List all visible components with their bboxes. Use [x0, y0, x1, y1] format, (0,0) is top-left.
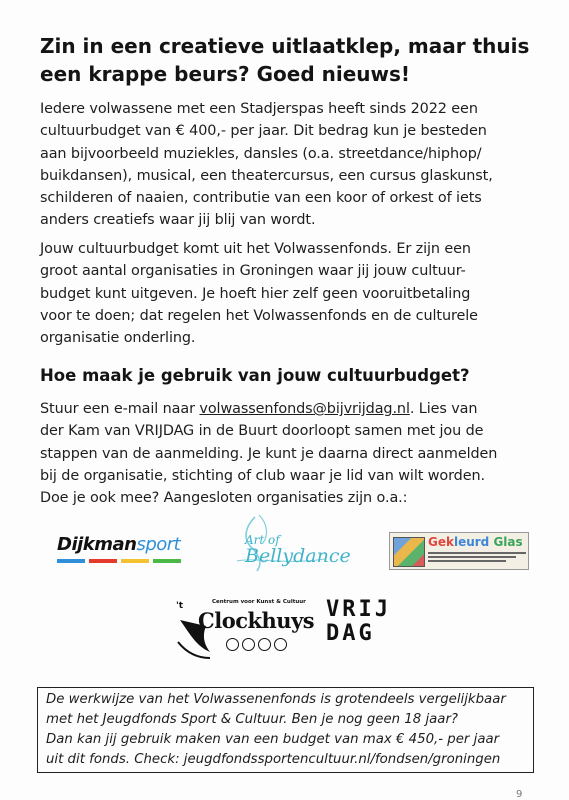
fund-line: voor te doen; dat regelen het Volwassenfonds en de culturele — [40, 307, 478, 324]
sport-text: sport — [136, 534, 181, 555]
info-line: Dan kan jij gebruik maken van een budget van max € 450,- per jaar — [46, 732, 500, 747]
color-bar — [89, 559, 117, 563]
art-of-bellydance-logo — [215, 513, 351, 573]
dijkmansport-logo — [57, 534, 189, 570]
heading-line: een krappe beurs? Goed nieuws! — [40, 62, 410, 86]
intro-line: aan bijvoorbeeld muziekles, dansles (o.a. streetdance/hiphop/ — [40, 145, 482, 162]
heading-line: Zin in een creatieve uitlaatklep, maar thuis — [40, 34, 530, 58]
howto-paragraph — [40, 398, 550, 509]
info-line: De werkwijze van het Volwassenenfonds is grotendeels vergelijkbaar — [46, 692, 506, 707]
info-box — [37, 687, 534, 773]
intro-line: buikdansen), musical, een theatercursus, een cursus glaskunst, — [40, 167, 493, 184]
fund-line: Jouw cultuurbudget komt uit het Volwassenfonds. Er zijn een — [40, 241, 471, 257]
howto-line — [40, 398, 550, 420]
vrijdag-logo — [326, 597, 391, 652]
clockhuys-subtitle: Centrum voor Kunst & Cultuur — [212, 599, 306, 605]
fine-print-line — [428, 556, 516, 558]
fine-print-line — [428, 552, 526, 554]
glas-name-part: Glas — [489, 535, 523, 549]
howto-line: stappen van de aanmelding. Je kunt je daarna direct aanmelden — [40, 445, 498, 462]
dijkman-text: Dijkman — [57, 534, 137, 555]
color-bars — [57, 559, 189, 563]
howto-prefix: Stuur een e-mail naar — [40, 401, 200, 417]
intro-line: Iedere volwassene met een Stadjerspas heeft sinds 2022 een — [40, 101, 478, 117]
howto-suffix: . Lies van — [409, 401, 478, 417]
theatre-icon — [242, 638, 255, 651]
activity-icons — [226, 638, 287, 651]
music-icon — [226, 638, 239, 651]
intro-paragraph — [40, 98, 550, 232]
dance-icon — [258, 638, 271, 651]
info-line: uit dit fonds. Check: jeugdfondssportencultuur.nl/fondsen/groningen — [46, 752, 501, 767]
glas-name-part: Gek — [428, 535, 454, 549]
email-link[interactable]: volwassenfonds@bijvrijdag.nl — [199, 401, 410, 417]
fund-line: budget kunt uitgeven. Je hoeft hier zelf geen vooruitbetaling — [40, 285, 471, 302]
fund-line: groot aantal organisaties in Groningen waar jij jouw cultuur- — [40, 263, 466, 280]
gekleurd-glas-name — [428, 535, 523, 549]
stained-glass-window-icon — [393, 537, 425, 567]
gekleurd-glas-logo — [389, 532, 529, 570]
vrijdag-line1: VRIJ — [326, 597, 391, 622]
fund-paragraph — [40, 238, 550, 349]
clockhuys-wordmark: Clockhuys — [198, 608, 315, 633]
dijkmansport-wordmark — [57, 534, 189, 555]
color-bar — [153, 559, 181, 563]
page-heading — [40, 32, 540, 88]
clockhuys-article: 't — [176, 601, 184, 611]
info-line: met het Jeugdfonds Sport & Cultuur. Ben je nog geen 18 jaar? — [46, 712, 458, 727]
fund-line: organisatie onderling. — [40, 330, 196, 347]
color-bar — [121, 559, 149, 563]
corner-mark: 9 — [516, 789, 523, 800]
clockhuys-logo — [176, 598, 315, 660]
intro-line: cultuurbudget van € 400,- per jaar. Dit bedrag kun je besteden — [40, 123, 487, 140]
glas-name-part: leurd — [453, 535, 490, 549]
intro-line: schilderen of naaien, contributie van een koor of orkest of iets — [40, 190, 482, 207]
howto-line: der Kam van VRIJDAG in de Buurt doorloopt samen met jou de — [40, 423, 484, 440]
howto-line: Doe je ook mee? Aangesloten organisaties zijn o.a.: — [40, 490, 408, 507]
art-icon — [274, 638, 287, 651]
color-bar — [57, 559, 85, 563]
howto-line: bij de organisatie, stichting of club waar je lid van wilt worden. — [40, 467, 485, 484]
bellydance-line1: Art of — [245, 533, 280, 547]
vrijdag-line2: DAG — [326, 621, 375, 646]
intro-line: anders creatiefs waar jij blij van wordt. — [40, 212, 316, 229]
bellydance-line2: Bellydance — [245, 545, 351, 567]
fine-print-lines — [428, 552, 526, 564]
section-heading: Hoe maak je gebruik van jouw cultuurbudget? — [40, 366, 470, 385]
fine-print-line — [428, 560, 506, 562]
